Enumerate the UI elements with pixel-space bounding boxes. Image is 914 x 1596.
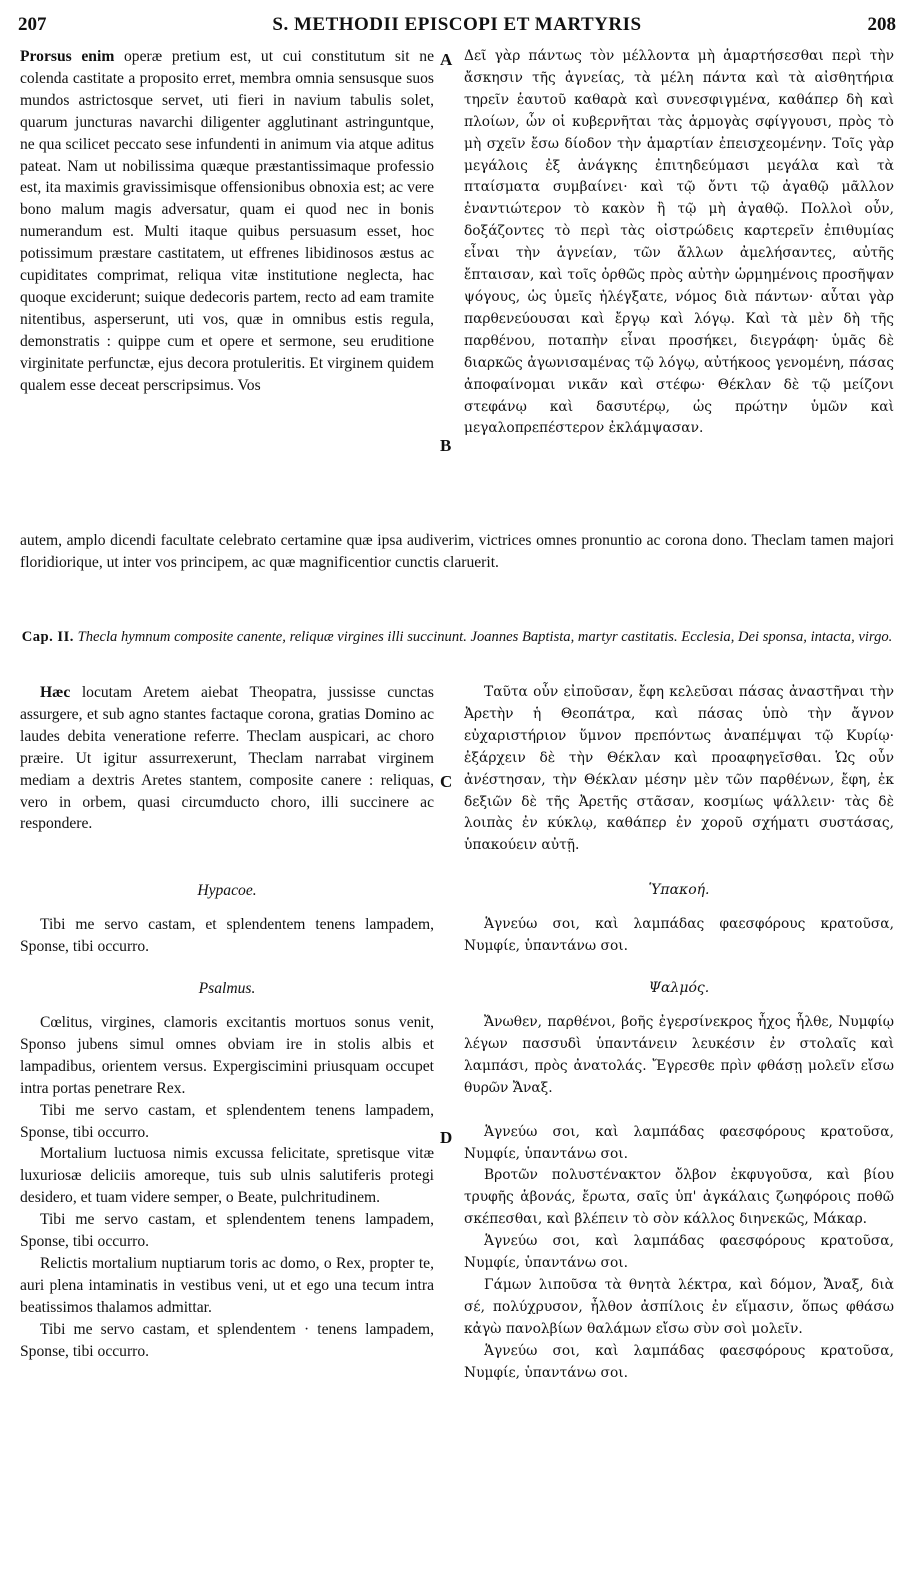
latin-intro — [20, 682, 434, 835]
greek-psalmus-title: Ψαλμός. — [648, 980, 710, 996]
greek-psalm-body — [464, 1012, 894, 1385]
greek-hypacoe-title: Ὑπακοή. — [648, 882, 710, 898]
greek-refrain-1: Ἁγνεύω σοι, καὶ λαμπάδας φαεσφόρους κρατοῦσα, Νυμφίε, ὑπαντάνω σοι. — [464, 1123, 894, 1162]
latin-psalm-stanza-3: Relictis mortalium nuptiarum toris ac domo, o Rex, propter te, auri plena intaminatis in vestibus veni, ut et ego una tecum intra beatissimos thalamos admittar. — [20, 1254, 434, 1316]
latin-intro-text: locutam Aretem aiebat Theopatra, jussisse cunctas assurgere, et sub agno stantes factaque corona, gratias Domino ac laudes debita veneratione referre. Theclam auspicari, ac choro præire. Ut igitur assurrexerunt, Theclam narrabat virginem mediam a dextris Aretes stantem, composite canere : reliquas, vero in orbem, quasi circumducto choro, illi succinere ac respondere. — [20, 684, 434, 833]
latin-refrain-2: Tibi me servo castam, et splendentem tenens lampadem, Sponse, tibi occurro. — [20, 1211, 434, 1251]
top-full-text: autem, amplo dicendi facultate celebrato certamine quæ ipsa audiverim, victrices omnes pronuntio ac corona dono. Theclam tamen majori floridiorique, ut inter vos principem, ac quæ magnificentior cunctis claruerit. — [20, 532, 894, 571]
margin-letter-b: B — [440, 436, 452, 455]
greek-psalm-stanza-1: Ἄνωθεν, παρθένοι, βοῆς ἐγερσίνεκρος ἦχος ἦλθε, Νυμφίῳ λέγων πασσυδὶ ὑπαντάνειν λευκέσιν ἐν στολαῖς καὶ λαμπάσι, πρὸς ἀνατολάς. Ἔγρεσθε πρὶν φθάσῃ μολεῖν εἴσω θυρῶν Ἄναξ. — [464, 1014, 894, 1096]
top-full-width-paragraph — [20, 530, 894, 574]
latin-hypacoe — [20, 914, 434, 958]
latin-psalm-body — [20, 1012, 434, 1363]
top-greek-column — [464, 46, 894, 440]
greek-intro — [464, 682, 894, 857]
running-title: S. METHODII EPISCOPI ET MARTYRIS — [272, 14, 642, 35]
greek-psalm-stanza-2: Βροτῶν πολυστένακτον ὄλβον ἐκφυγοῦσα, καὶ βίου τρυφῆς ἁβονάς, ἔρωτα, σαῖς ὑπ' ἀγκάλαις ζωηφόροις ποθῶ σκέπεσθαι, καὶ βλέπειν τὸ σὸν κάλλος διηνεκῶς, Μάκαρ. — [464, 1167, 894, 1228]
greek-hypacoe-text: Ἁγνεύω σοι, καὶ λαμπάδας φαεσφόρους κρατοῦσα, Νυμφίε, ὑπαντάνω σοι. — [464, 916, 894, 954]
chapter-caption — [20, 628, 894, 647]
chapter-summary: Thecla hymnum composite canente, reliquæ virgines illi succinunt. Joannes Baptista, martyr castitatis. Ecclesia, Dei sponsa, intacta, virgo. — [77, 629, 893, 645]
greek-refrain-2: Ἁγνεύω σοι, καὶ λαμπάδας φαεσφόρους κρατοῦσα, Νυμφίε, ὑπαντάνω σοι. — [464, 1233, 894, 1272]
top-latin-text: operæ pretium est, ut cui constitutum sit ne colenda castitate a proposito erret, membra omnia sensusque suos mundos astrictosque servet, uti fieri in navium tabulis solet, quarum juncturas navarchi diligenter agglutinant astringuntque, ne qua scilicet peccato sese infundenti in animum via atque aditus pateat. Nam ut nobilissima quæque præstantissimaque professio est, ita maximis gravissimisque offensionibus obnoxia est; ac vere bono malum magis adversatur, quam ei quod nec in bonis numerandum est. Multi itaque quibus persuasum esset, hoc potissimum præstare castitatem, ut effrenes libidinosos æstus ac cupiditates comprimat, reliqua vitæ institutione neglecta, hac quoque exciderunt; suique dedecoris partem, recto ad eam tramite nitentibus, asperserunt, uti vos, quæ in omnibus estis regula, demonstratis : quippe cum et opere et sermone, seu eruditione virginitate perfunctæ, ejus decora protuleritis. Et virginem quidem qualem esse deceat perscripsimus. Vos — [20, 48, 434, 394]
latin-psalmus-title: Psalmus. — [198, 980, 256, 997]
page-number-right: 208 — [867, 14, 896, 35]
margin-letter-c: C — [440, 772, 453, 791]
greek-psalm-stanza-3: Γάμων λιποῦσα τὰ θνητὰ λέκτρα, καὶ δόμον, Ἄναξ, διὰ σέ, πολύχρυσον, ἦλθον ἀσπίλοις ἐν εἵμασιν, ὅπως φθάσω κἀγὼ πανολβίων θαλάμων εἴσω σὺν σοὶ μολεῖν. — [464, 1276, 894, 1337]
greek-refrain-3: Ἁγνεύω σοι, καὶ λαμπάδας φαεσφόρους κρατοῦσα, Νυμφίε, ὑπαντάνω σοι. — [464, 1342, 894, 1381]
margin-letter-a: A — [440, 50, 453, 69]
top-greek-text: Δεῖ γὰρ πάντως τὸν μέλλοντα μὴ ἁμαρτήσεσθαι περὶ τὴν ἄσκησιν τῆς ἁγνείας, τὰ μέλη πάντα καὶ τὰ αἰσθητήρια τηρεῖν ἑαυτοῦ καθαρὰ καὶ συνεσφιγμένα, καθάπερ δὴ καὶ πλοίων, ὧν οἱ κυβερνῆται τὰς ἁρμογὰς σφίγγουσι, πρὸς τὸ μὴ σχεῖν ἔσω δίοδον τὴν ἁμαρτίαν ἐπεισχεομένην. Τοῖς γὰρ μεγάλοις ἐξ ἀνάγκης ἐπιτηδεύμασι μεγάλα καὶ τὰ πταίσματα συμβαίνει· καὶ τῷ ὄντι τῷ ἀγαθῷ μᾶλλον ἐναντιώτερον τὸ κακὸν ἢ τῷ μὴ ἀγαθῷ. Πολλοὶ οὖν, δοξάζοντες τὸ περὶ τὰς οἰστρώδεις καρτερεῖν ἐπιθυμίας εἶναι τὴν ἁγνείαν, τῶν ἄλλων ἀμελήσαντες, αὐτῆς ἔπταισαν, καὶ τοῖς ὀρθῶς πρὸς αὐτὴν ὡρμημένοις προσῆψαν ψόγους, ὡς ὑμεῖς ἠλέγξατε, νόμος διὰ πάντων· αὗται γὰρ παρθενεύουσαι καὶ ἔργῳ καὶ λόγῳ. Καὶ τὰ μὲν δὴ τῆς παρθένου, ποταπὴν εἶναι προσήκει, διεγράφη· ὑμᾶς δὲ διαρκῶς ἀγωνισαμένας τῷ λόγῳ, αὐτήκοος γενομένη, πάσας ἀποφαίνομαι νικᾶν καὶ στέφω· Θέκλαν δὲ τῷ μείζονι στεφάνῳ καὶ δασυτέρῳ, ὡς πρώτην ὑμῶν καὶ μεγαλοπρεπέστερον ἐκλάμψασαν. — [464, 48, 894, 437]
margin-letter-d: D — [440, 1128, 453, 1147]
latin-psalm-stanza-1: Cœlitus, virgines, clamoris excitantis mortuos sonus venit, Sponso jubens simul omnes obviam ire in stolis albis et lampadibus, orientem versus. Expergiscimini priusquam occupet intra portas penetrare Rex. — [20, 1014, 434, 1097]
latin-refrain-3: Tibi me servo castam, et splendentem · tenens lampadem, Sponse, tibi occurro. — [20, 1320, 434, 1360]
latin-refrain-1: Tibi me servo castam, et splendentem tenens lampadem, Sponse, tibi occurro. — [20, 1101, 434, 1141]
top-latin-column — [20, 46, 434, 397]
latin-hypacoe-title: Hypacoe. — [197, 882, 257, 899]
latin-psalm-stanza-2: Mortalium luctuosa nimis excussa felicitate, spretisque vitæ luxuriosæ deliciis amoreque, tuis sub ulnis salutiferis protegi desidero, et tuam videre semper, o Beate, pulchritudinem. — [20, 1145, 434, 1207]
page-number-left: 207 — [18, 14, 47, 35]
latin-hypacoe-text: Tibi me servo castam, et splendentem tenens lampadem, Sponse, tibi occurro. — [20, 916, 434, 955]
chapter-label: Cap. II. — [21, 629, 74, 645]
latin-intro-lead: Hæc — [40, 684, 71, 701]
greek-hypacoe — [464, 914, 894, 958]
greek-intro-text: Ταῦτα οὖν εἰποῦσαν, ἔφη κελεῦσαι πάσας ἀναστῆναι τὴν Ἀρετὴν ἡ Θεοπάτρα, καὶ πάσας ὑπὸ τὴν ἄγνον εὐχαριστήριον ὕμνον πρεπόντως ἀναπέμψαι τῷ Κυρίῳ· ἐξάρχειν δὲ τὴν Θέκλαν καὶ προαφηγεῖσθαι. Ὡς οὖν ἀνέστησαν, τὴν Θέκλαν μέσην μὲν τῶν παρθένων, ἔφη, ἐκ δεξιῶν δὲ τῆς Ἀρετῆς στᾶσαν, κοσμίως ψάλλειν· τὰς δὲ λοιπὰς ἐν κύκλῳ, καθάπερ ἐν χοροῦ σχήματι συστάσας, ὑπακούειν αὐτῇ. — [464, 684, 894, 854]
running-header — [18, 14, 896, 40]
top-latin-lead: Prorsus enim — [20, 48, 115, 65]
